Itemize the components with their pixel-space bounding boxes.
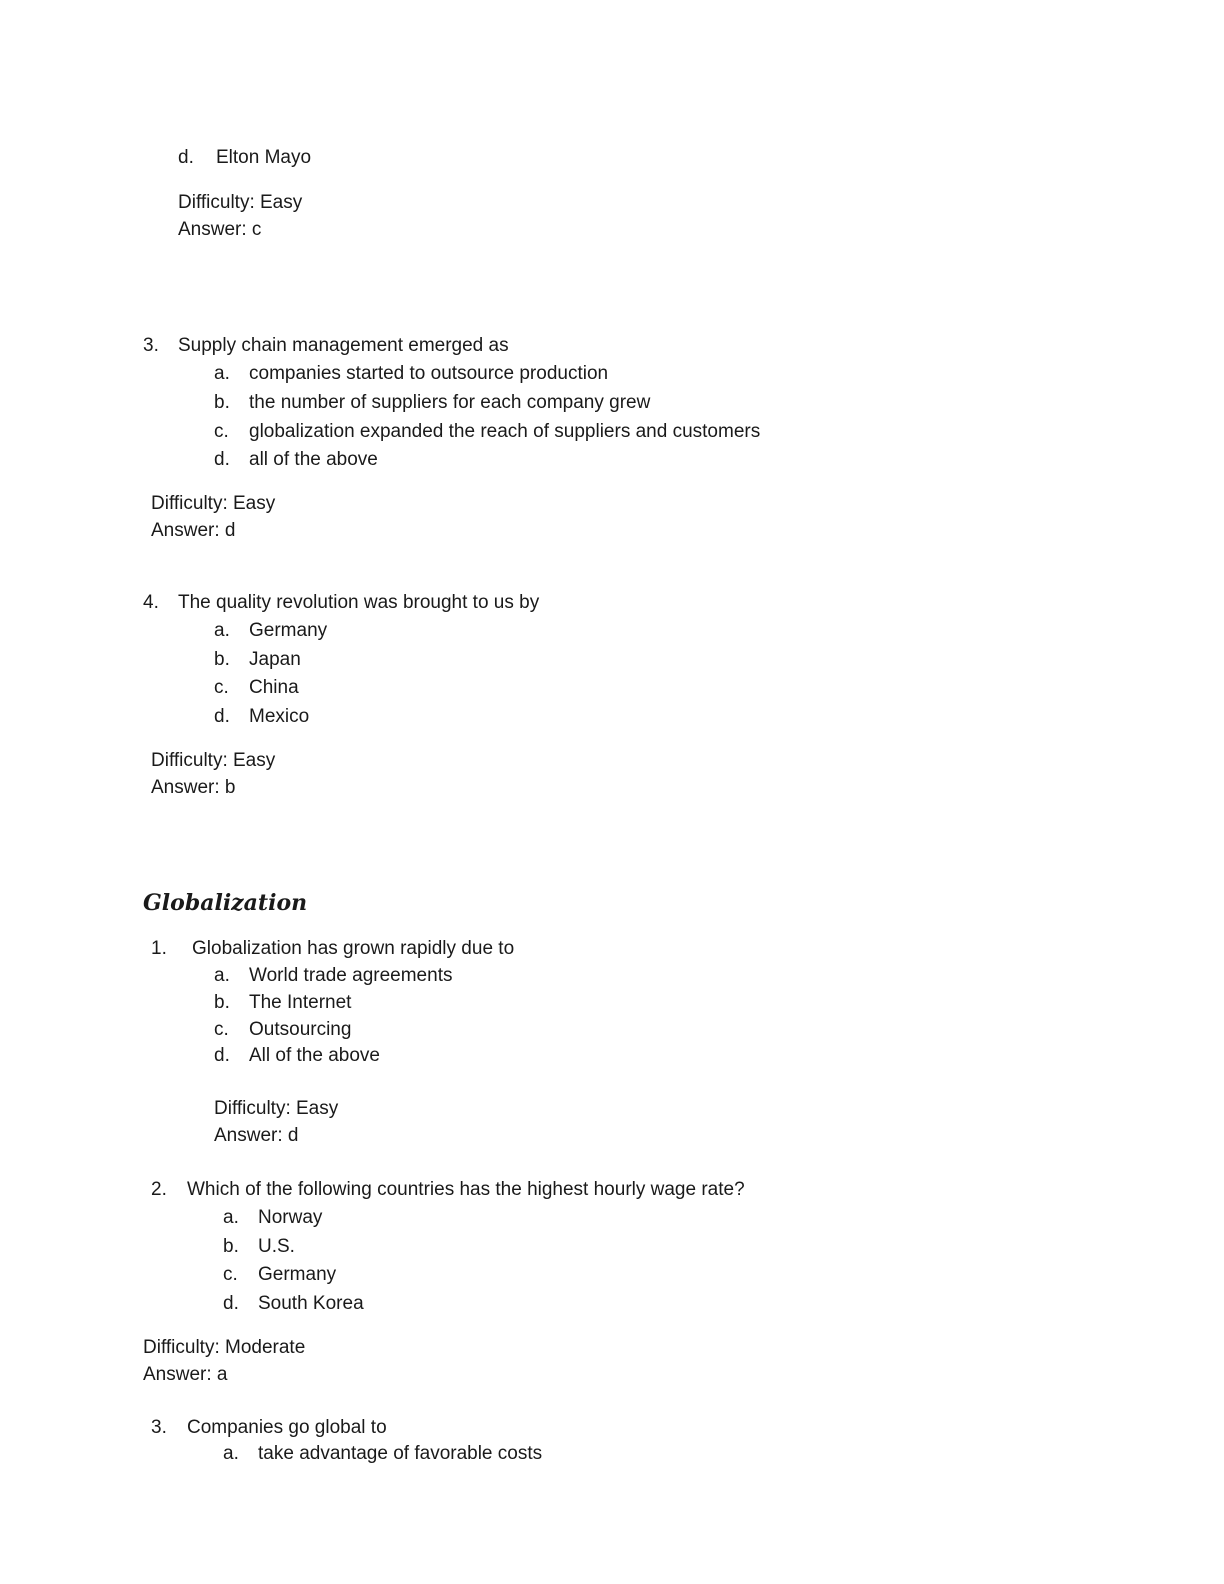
question-number: 3. (143, 335, 159, 356)
option-text: South Korea (258, 1293, 364, 1314)
difficulty-label: Difficulty: Easy (151, 750, 276, 771)
answer-label: Answer: d (214, 1125, 299, 1146)
option-text: World trade agreements (249, 965, 453, 986)
option-text: U.S. (258, 1236, 295, 1257)
option-letter: d. (223, 1293, 239, 1314)
question-stem: Supply chain management emerged as (178, 335, 509, 356)
option-text: All of the above (249, 1045, 380, 1066)
question-number: 2. (151, 1179, 167, 1200)
question-stem: The quality revolution was brought to us by (178, 592, 540, 613)
question-number: 3. (151, 1417, 167, 1438)
question-stem: Companies go global to (187, 1417, 387, 1438)
difficulty-label: Difficulty: Easy (151, 493, 276, 514)
option-letter: d. (214, 706, 230, 727)
question-number: 4. (143, 592, 159, 613)
option-text: Outsourcing (249, 1019, 352, 1040)
option-letter: a. (214, 620, 230, 641)
difficulty-label: Difficulty: Easy (178, 192, 303, 213)
option-text: take advantage of favorable costs (258, 1443, 543, 1464)
option-text: Japan (249, 649, 301, 670)
option-letter: b. (214, 649, 230, 670)
answer-label: Answer: c (178, 219, 262, 240)
answer-label: Answer: b (151, 777, 236, 798)
section-heading: Globalization (143, 890, 308, 916)
difficulty-label: Difficulty: Easy (214, 1098, 339, 1119)
option-text: Norway (258, 1207, 323, 1228)
option-text: The Internet (249, 992, 352, 1013)
option-text: China (249, 677, 299, 698)
difficulty-label: Difficulty: Moderate (143, 1337, 306, 1358)
question-stem: Which of the following countries has the highest hourly wage rate? (187, 1179, 745, 1200)
option-letter: a. (223, 1207, 239, 1228)
option-letter: c. (214, 1019, 229, 1040)
option-letter: d. (178, 147, 194, 168)
option-letter: c. (214, 421, 229, 442)
option-text: the number of suppliers for each company grew (249, 392, 651, 413)
option-text: Elton Mayo (216, 147, 312, 168)
option-letter: c. (214, 677, 229, 698)
answer-label: Answer: a (143, 1364, 228, 1385)
option-letter: a. (214, 363, 230, 384)
option-letter: d. (214, 449, 230, 470)
option-letter: b. (214, 992, 230, 1013)
question-number: 1. (151, 938, 167, 959)
option-text: Mexico (249, 706, 310, 727)
option-text: companies started to outsource production (249, 363, 609, 384)
option-letter: a. (214, 965, 230, 986)
option-letter: a. (223, 1443, 239, 1464)
option-letter: d. (214, 1045, 230, 1066)
option-letter: c. (223, 1264, 238, 1285)
question-stem: Globalization has grown rapidly due to (192, 938, 515, 959)
answer-label: Answer: d (151, 520, 236, 541)
option-letter: b. (223, 1236, 239, 1257)
option-letter: b. (214, 392, 230, 413)
option-text: all of the above (249, 449, 378, 470)
option-text: Germany (258, 1264, 337, 1285)
option-text: globalization expanded the reach of suppliers and customers (249, 421, 761, 442)
option-text: Germany (249, 620, 328, 641)
